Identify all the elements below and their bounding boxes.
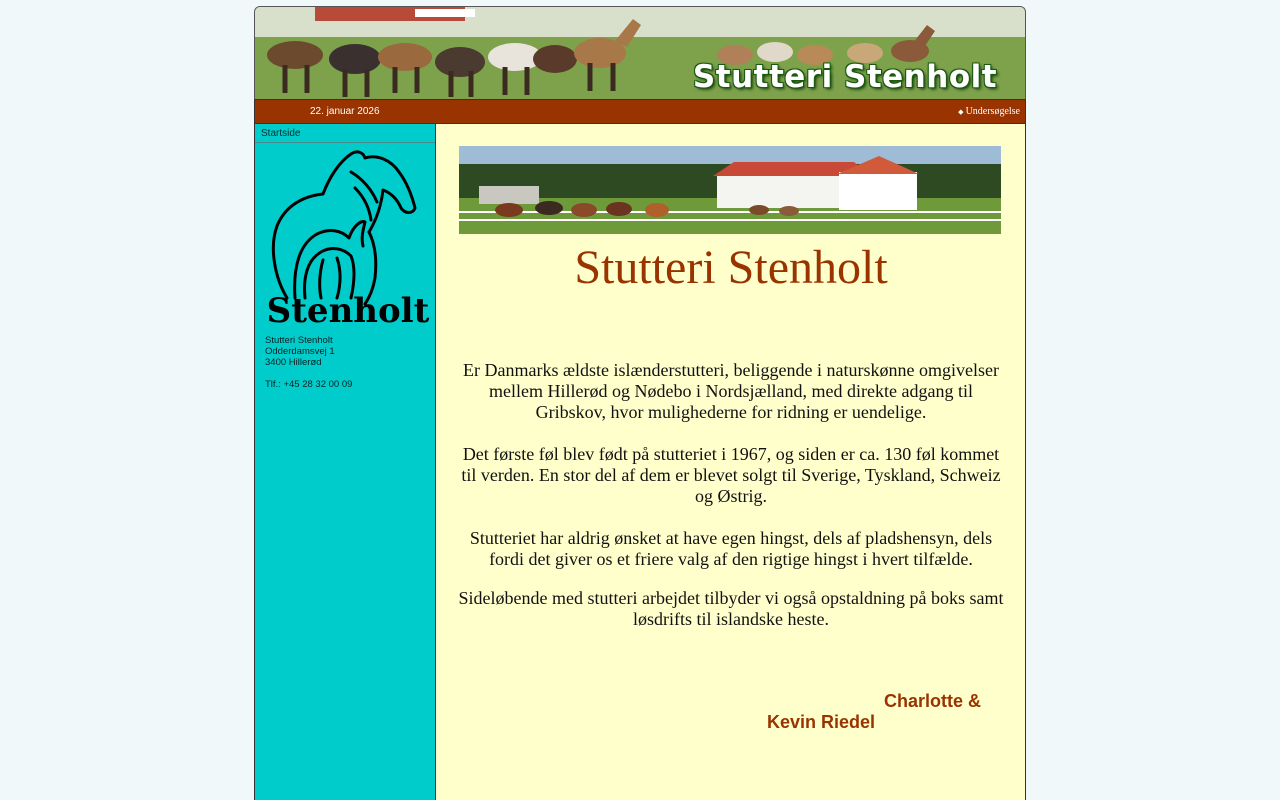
nav-link-undersogelse[interactable]	[958, 106, 1020, 117]
sidebar	[254, 124, 436, 800]
page-title: Stutteri Stenholt	[574, 241, 888, 294]
intro-paragraph-3: Stutteriet har aldrig ønsket at have egen hingst, dels af pladshensyn, dels fordi det giver os et friere valg af den rigtige hingst i hvert tilfælde.	[469, 528, 993, 569]
address-city: 3400 Hillerød	[265, 357, 322, 368]
nav-link-label: Undersøgelse	[965, 106, 1020, 117]
page	[254, 6, 1026, 800]
stenholt-logo	[265, 148, 431, 328]
address-street: Odderdamsvej 1	[265, 346, 335, 357]
bullet-icon: ◆	[958, 108, 964, 116]
main-content	[436, 124, 1026, 800]
intro-paragraph-4: Sideløbende med stutteri arbejdet tilbyder vi også opstaldning på boks samt løsdrifts til islandske heste.	[458, 588, 1004, 629]
farm-image	[459, 146, 1001, 234]
intro-paragraph-2: Det første føl blev født på stutteriet i 1967, og siden er ca. 130 føl kommet til verden. En stor del af dem er blevet solgt til Sverige, Tyskland, Schweiz og Østrig.	[461, 444, 1001, 506]
farm-photo	[459, 146, 1001, 234]
header-banner	[254, 6, 1026, 99]
intro-paragraph-1: Er Danmarks ældste islænderstutteri, beliggende i naturskønne omgivelser mellem Hillerød og Nødebo i Nordsjælland, med direkte adgang til Gribskov, hvor mulighederne for ridning er uendelige.	[463, 360, 999, 422]
banner-title: Stutteri Stenholt	[692, 59, 998, 95]
top-bar	[254, 99, 1026, 124]
address-name: Stutteri Stenholt	[265, 335, 333, 346]
logo-text: Stenholt	[266, 291, 430, 328]
signature-line-2: Kevin Riedel	[766, 712, 876, 732]
current-date: 22. januar 2026	[310, 106, 380, 117]
signature	[656, 691, 986, 733]
address-phone: Tlf.: +45 28 32 00 09	[265, 379, 353, 390]
address-block	[265, 335, 352, 390]
signature-line-1: Charlotte &	[883, 691, 981, 711]
sidebar-item-startside[interactable]: Startside	[255, 124, 435, 143]
